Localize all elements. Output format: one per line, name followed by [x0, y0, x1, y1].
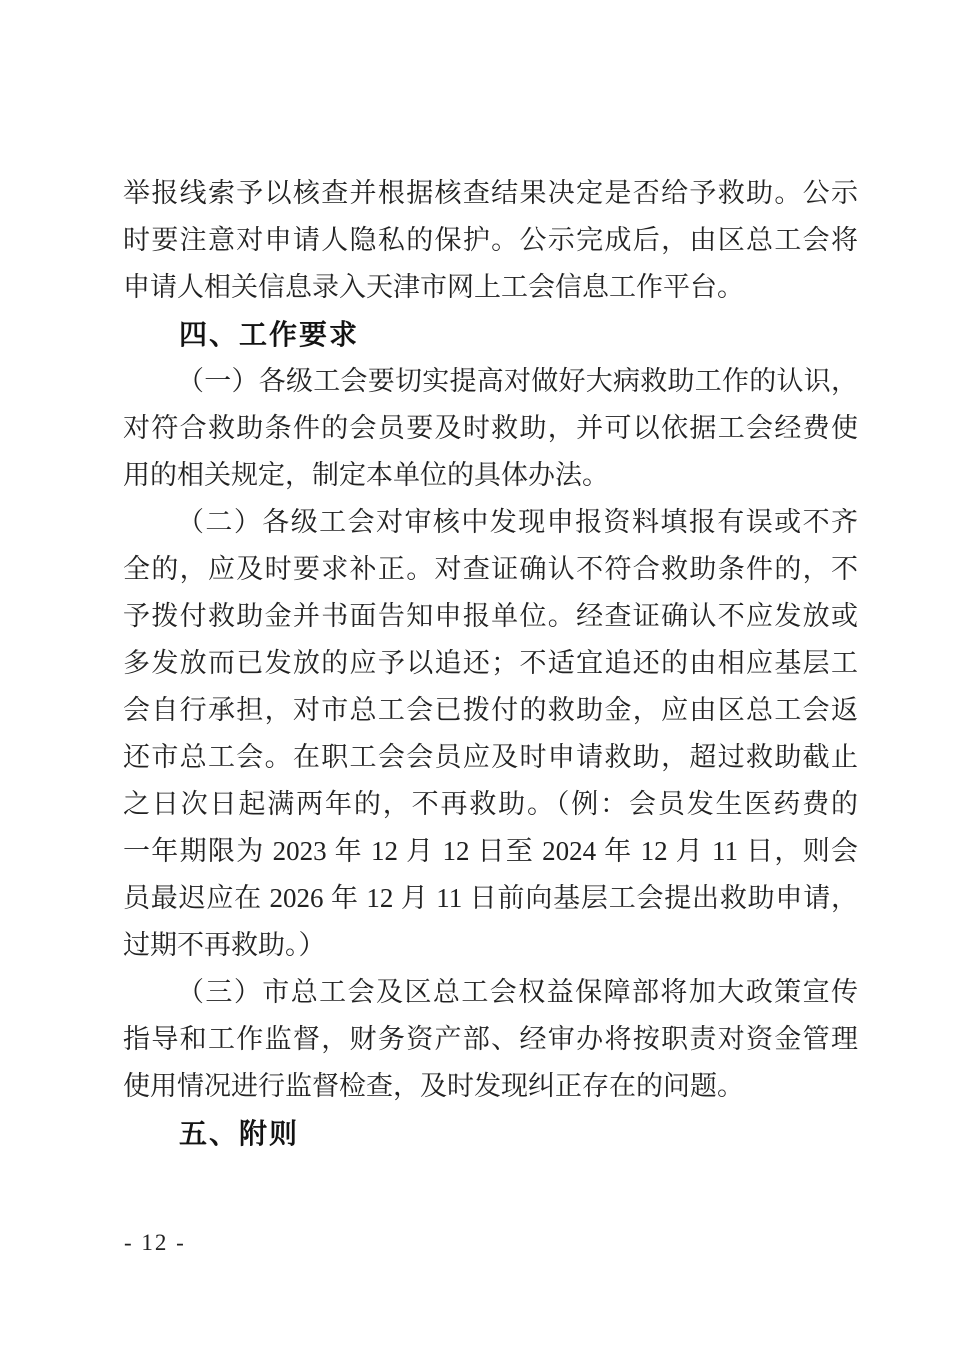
paragraph-line: 多发放而已发放的应予以追还；不适宜追还的由相应基层工 [123, 648, 858, 678]
paragraph-line: 用的相关规定，制定本单位的具体办法。 [123, 460, 609, 490]
intro-paragraph-line: 举报线索予以核查并根据核查结果决定是否给予救助。公示 [123, 178, 858, 208]
page-footer [124, 1228, 186, 1258]
paragraph-line: 会自行承担，对市总工会已拨付的救助金，应由区总工会返 [123, 695, 858, 725]
paragraph-line: （三）市总工会及区总工会权益保障部将加大政策宣传 [177, 977, 858, 1007]
paragraph-line: 对符合救助条件的会员要及时救助，并可以依据工会经费使 [123, 413, 858, 443]
paragraph-line: （二）各级工会对审核中发现申报资料填报有误或不齐 [177, 507, 858, 537]
paragraph-line: 指导和工作监督，财务资产部、经审办将按职责对资金管理 [123, 1024, 858, 1054]
section-4-heading: 四、工作要求 [179, 319, 360, 350]
paragraph-line: 过期不再救助。） [123, 930, 326, 960]
paragraph-line: 一年期限为 2023 年 12 月 12 日至 2024 年 12 月 11 日，则会 [123, 836, 858, 866]
section-5-heading: 五、附则 [179, 1118, 300, 1149]
document-body [123, 170, 858, 1157]
paragraph-line: 还市总工会。在职工会会员应及时申请救助，超过救助截止 [123, 742, 858, 772]
paragraph-line: 之日次日起满两年的，不再救助。（例：会员发生医药费的 [123, 789, 858, 819]
paragraph-line: 员最迟应在 2026 年 12 月 11 日前向基层工会提出救助申请， [123, 883, 858, 913]
paragraph-line: 予拨付救助金并书面告知申报单位。经查证确认不应发放或 [123, 601, 858, 631]
intro-paragraph-line: 时要注意对申请人隐私的保护。公示完成后，由区总工会将 [123, 225, 858, 255]
paragraph-line: 使用情况进行监督检查，及时发现纠正存在的问题。 [123, 1071, 744, 1101]
paragraph-line: 全的，应及时要求补正。对查证确认不符合救助条件的，不 [123, 554, 858, 584]
page-number: - 12 - [124, 1230, 186, 1255]
paragraph-line: （一）各级工会要切实提高对做好大病救助工作的认识， [177, 366, 858, 396]
intro-paragraph-line: 申请人相关信息录入天津市网上工会信息工作平台。 [123, 272, 744, 302]
